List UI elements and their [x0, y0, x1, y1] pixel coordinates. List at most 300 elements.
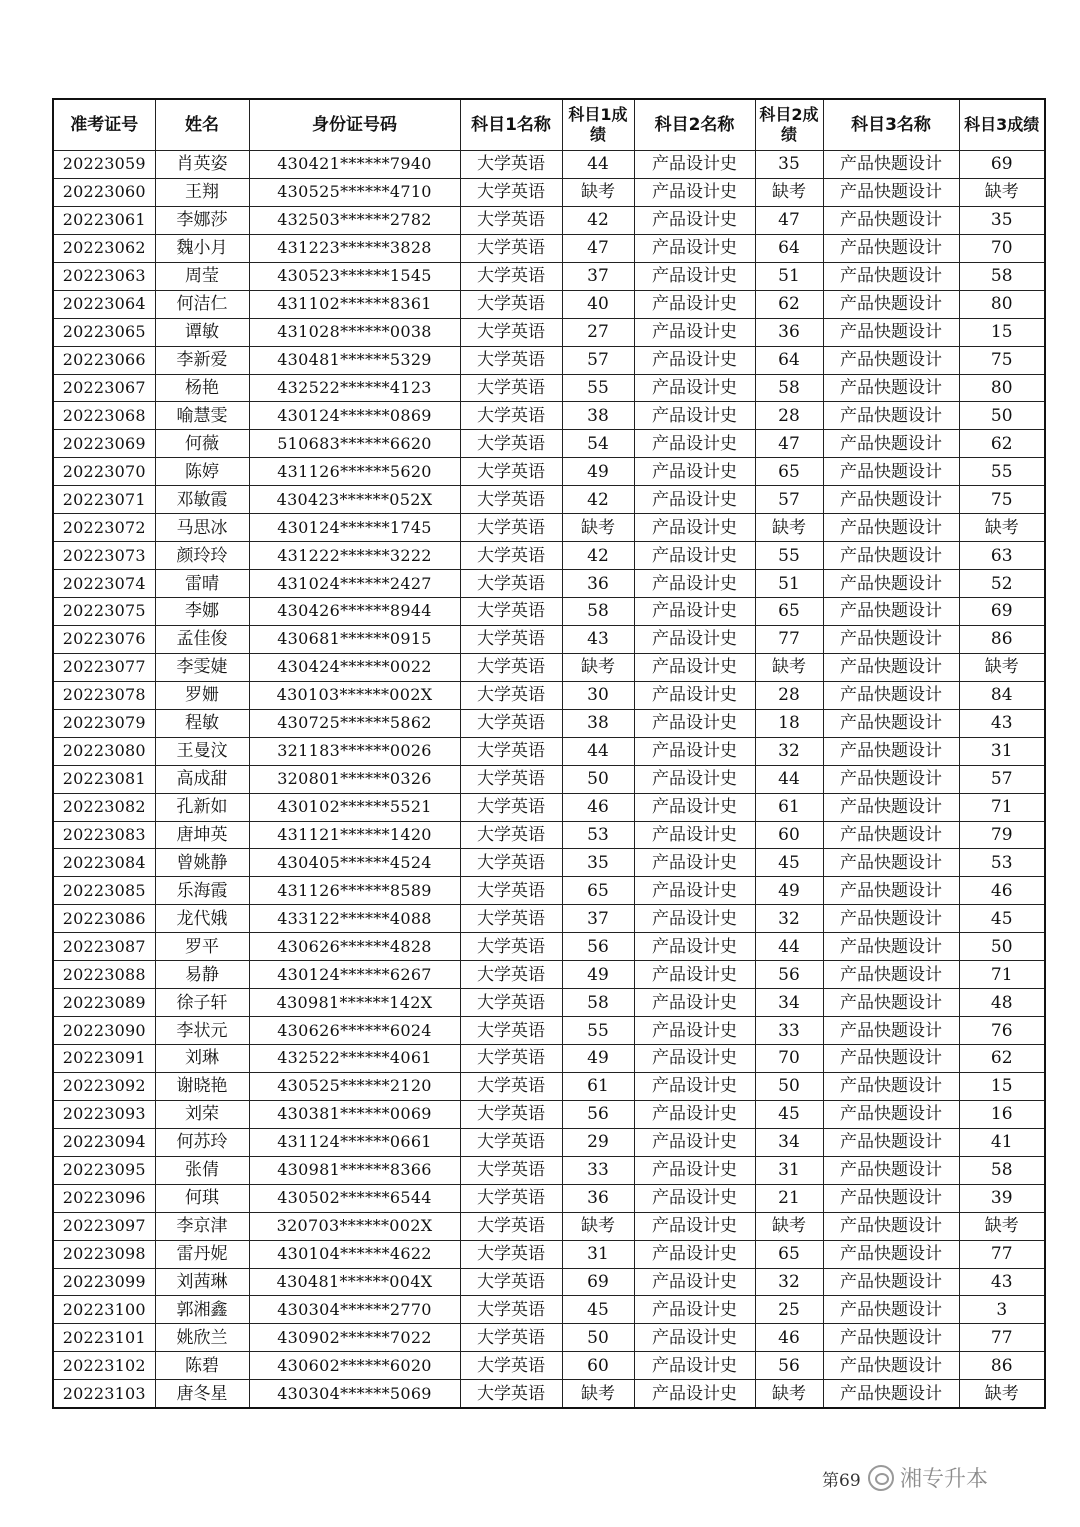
table-row — [53, 905, 1045, 933]
name-cell: 张倩 — [155, 1156, 249, 1184]
subject1-score-cell: 44 — [562, 737, 634, 765]
subject2-name-cell: 产品设计史 — [634, 877, 755, 905]
exam-id-cell: 20223090 — [53, 1017, 155, 1045]
header-cell: 科目1成绩 — [562, 99, 634, 151]
subject3-score-cell: 43 — [959, 1268, 1045, 1296]
subject2-score-cell: 65 — [755, 598, 823, 626]
subject1-score-cell: 31 — [562, 1240, 634, 1268]
subject1-name-cell: 大学英语 — [460, 374, 562, 402]
subject1-name-cell: 大学英语 — [460, 1017, 562, 1045]
subject3-score-cell: 15 — [959, 318, 1045, 346]
subject1-score-cell: 38 — [562, 709, 634, 737]
name-cell: 李娜 — [155, 598, 249, 626]
subject3-name-cell: 产品快题设计 — [823, 681, 959, 709]
subject1-name-cell: 大学英语 — [460, 1212, 562, 1240]
id-number-cell: 430602******6020 — [249, 1352, 460, 1380]
id-number-cell: 320801******0326 — [249, 765, 460, 793]
name-cell: 陈碧 — [155, 1352, 249, 1380]
subject2-name-cell: 产品设计史 — [634, 1017, 755, 1045]
subject2-name-cell: 产品设计史 — [634, 318, 755, 346]
name-cell: 肖英姿 — [155, 151, 249, 179]
subject2-score-cell: 缺考 — [755, 514, 823, 542]
subject2-name-cell: 产品设计史 — [634, 598, 755, 626]
subject1-score-cell: 49 — [562, 961, 634, 989]
subject3-score-cell: 86 — [959, 1352, 1045, 1380]
name-cell: 罗平 — [155, 933, 249, 961]
exam-id-cell: 20223065 — [53, 318, 155, 346]
table-row — [53, 1268, 1045, 1296]
name-cell: 李京津 — [155, 1212, 249, 1240]
subject1-score-cell: 缺考 — [562, 178, 634, 206]
subject1-name-cell: 大学英语 — [460, 486, 562, 514]
subject2-score-cell: 32 — [755, 905, 823, 933]
name-cell: 乐海霞 — [155, 877, 249, 905]
id-number-cell: 430421******7940 — [249, 151, 460, 179]
subject1-score-cell: 60 — [562, 1352, 634, 1380]
subject1-name-cell: 大学英语 — [460, 877, 562, 905]
subject3-name-cell: 产品快题设计 — [823, 1156, 959, 1184]
subject1-name-cell: 大学英语 — [460, 1072, 562, 1100]
subject3-name-cell: 产品快题设计 — [823, 402, 959, 430]
exam-id-cell: 20223060 — [53, 178, 155, 206]
name-cell: 何洁仁 — [155, 290, 249, 318]
subject3-score-cell: 50 — [959, 933, 1045, 961]
subject1-score-cell: 49 — [562, 458, 634, 486]
subject2-score-cell: 65 — [755, 458, 823, 486]
subject2-score-cell: 65 — [755, 1240, 823, 1268]
subject3-name-cell: 产品快题设计 — [823, 318, 959, 346]
table-row — [53, 625, 1045, 653]
subject1-score-cell: 35 — [562, 849, 634, 877]
subject1-name-cell: 大学英语 — [460, 1352, 562, 1380]
subject3-score-cell: 45 — [959, 905, 1045, 933]
subject1-name-cell: 大学英语 — [460, 598, 562, 626]
subject1-score-cell: 69 — [562, 1268, 634, 1296]
subject2-name-cell: 产品设计史 — [634, 1268, 755, 1296]
subject1-name-cell: 大学英语 — [460, 933, 562, 961]
id-number-cell: 431222******3222 — [249, 542, 460, 570]
subject3-name-cell: 产品快题设计 — [823, 765, 959, 793]
subject1-score-cell: 36 — [562, 1184, 634, 1212]
table-row — [53, 1352, 1045, 1380]
table-row — [53, 151, 1045, 179]
exam-id-cell: 20223077 — [53, 653, 155, 681]
subject3-name-cell: 产品快题设计 — [823, 234, 959, 262]
subject3-score-cell: 35 — [959, 206, 1045, 234]
exam-id-cell: 20223099 — [53, 1268, 155, 1296]
subject2-name-cell: 产品设计史 — [634, 570, 755, 598]
subject3-name-cell: 产品快题设计 — [823, 598, 959, 626]
subject3-name-cell: 产品快题设计 — [823, 1324, 959, 1352]
table-row — [53, 849, 1045, 877]
exam-id-cell: 20223059 — [53, 151, 155, 179]
table-row — [53, 961, 1045, 989]
subject3-name-cell: 产品快题设计 — [823, 849, 959, 877]
subject3-score-cell: 缺考 — [959, 653, 1045, 681]
exam-id-cell: 20223064 — [53, 290, 155, 318]
subject2-name-cell: 产品设计史 — [634, 1240, 755, 1268]
exam-id-cell: 20223076 — [53, 625, 155, 653]
exam-id-cell: 20223103 — [53, 1380, 155, 1408]
subject1-score-cell: 42 — [562, 206, 634, 234]
subject1-score-cell: 33 — [562, 1156, 634, 1184]
name-cell: 陈婷 — [155, 458, 249, 486]
id-number-cell: 432522******4061 — [249, 1045, 460, 1073]
subject2-name-cell: 产品设计史 — [634, 1128, 755, 1156]
subject2-name-cell: 产品设计史 — [634, 793, 755, 821]
subject2-name-cell: 产品设计史 — [634, 905, 755, 933]
subject3-name-cell: 产品快题设计 — [823, 793, 959, 821]
subject1-name-cell: 大学英语 — [460, 625, 562, 653]
name-cell: 孔新如 — [155, 793, 249, 821]
subject1-name-cell: 大学英语 — [460, 206, 562, 234]
subject3-name-cell: 产品快题设计 — [823, 178, 959, 206]
table-row — [53, 486, 1045, 514]
name-cell: 魏小月 — [155, 234, 249, 262]
subject1-score-cell: 37 — [562, 262, 634, 290]
table-row — [53, 933, 1045, 961]
subject1-name-cell: 大学英语 — [460, 178, 562, 206]
subject3-score-cell: 缺考 — [959, 1380, 1045, 1408]
name-cell: 谭敏 — [155, 318, 249, 346]
subject2-score-cell: 70 — [755, 1045, 823, 1073]
subject1-score-cell: 47 — [562, 234, 634, 262]
table-row — [53, 1045, 1045, 1073]
subject1-name-cell: 大学英语 — [460, 151, 562, 179]
exam-id-cell: 20223069 — [53, 430, 155, 458]
subject3-score-cell: 53 — [959, 849, 1045, 877]
subject3-score-cell: 缺考 — [959, 514, 1045, 542]
subject2-score-cell: 51 — [755, 262, 823, 290]
id-number-cell: 430481******004X — [249, 1268, 460, 1296]
name-cell: 雷丹妮 — [155, 1240, 249, 1268]
name-cell: 李雯婕 — [155, 653, 249, 681]
subject2-name-cell: 产品设计史 — [634, 1212, 755, 1240]
name-cell: 李新爱 — [155, 346, 249, 374]
subject2-name-cell: 产品设计史 — [634, 1324, 755, 1352]
page-number: 第69 — [822, 1471, 861, 1491]
subject3-name-cell: 产品快题设计 — [823, 542, 959, 570]
subject1-name-cell: 大学英语 — [460, 849, 562, 877]
subject1-name-cell: 大学英语 — [460, 793, 562, 821]
subject3-score-cell: 55 — [959, 458, 1045, 486]
subject2-score-cell: 44 — [755, 765, 823, 793]
subject2-name-cell: 产品设计史 — [634, 653, 755, 681]
name-cell: 龙代娥 — [155, 905, 249, 933]
name-cell: 李状元 — [155, 1017, 249, 1045]
subject1-name-cell: 大学英语 — [460, 430, 562, 458]
name-cell: 唐坤英 — [155, 821, 249, 849]
subject2-score-cell: 62 — [755, 290, 823, 318]
subject2-name-cell: 产品设计史 — [634, 681, 755, 709]
subject2-name-cell: 产品设计史 — [634, 374, 755, 402]
subject1-score-cell: 55 — [562, 1017, 634, 1045]
watermark-text: 湘专升本 — [900, 1467, 989, 1492]
table-row — [53, 430, 1045, 458]
subject3-score-cell: 3 — [959, 1296, 1045, 1324]
subject2-score-cell: 56 — [755, 961, 823, 989]
id-number-cell: 430981******142X — [249, 989, 460, 1017]
id-number-cell: 431024******2427 — [249, 570, 460, 598]
table-row — [53, 1100, 1045, 1128]
subject1-name-cell: 大学英语 — [460, 1100, 562, 1128]
subject2-score-cell: 51 — [755, 570, 823, 598]
name-cell: 曾姚静 — [155, 849, 249, 877]
id-number-cell: 430626******4828 — [249, 933, 460, 961]
id-number-cell: 431126******5620 — [249, 458, 460, 486]
subject3-score-cell: 77 — [959, 1240, 1045, 1268]
subject3-name-cell: 产品快题设计 — [823, 877, 959, 905]
subject1-name-cell: 大学英语 — [460, 514, 562, 542]
exam-id-cell: 20223086 — [53, 905, 155, 933]
name-cell: 郭湘鑫 — [155, 1296, 249, 1324]
subject1-score-cell: 50 — [562, 1324, 634, 1352]
name-cell: 徐子轩 — [155, 989, 249, 1017]
name-cell: 程敏 — [155, 709, 249, 737]
id-number-cell: 430304******5069 — [249, 1380, 460, 1408]
name-cell: 周莹 — [155, 262, 249, 290]
table-row — [53, 374, 1045, 402]
subject3-score-cell: 84 — [959, 681, 1045, 709]
header-cell: 身份证号码 — [249, 99, 460, 151]
subject3-score-cell: 58 — [959, 262, 1045, 290]
exam-id-cell: 20223074 — [53, 570, 155, 598]
id-number-cell: 430525******4710 — [249, 178, 460, 206]
subject3-score-cell: 80 — [959, 290, 1045, 318]
wechat-icon — [868, 1465, 894, 1491]
header-cell: 科目1名称 — [460, 99, 562, 151]
exam-id-cell: 20223098 — [53, 1240, 155, 1268]
subject3-name-cell: 产品快题设计 — [823, 1017, 959, 1045]
subject2-score-cell: 31 — [755, 1156, 823, 1184]
subject2-score-cell: 61 — [755, 793, 823, 821]
subject2-score-cell: 50 — [755, 1072, 823, 1100]
subject1-score-cell: 42 — [562, 542, 634, 570]
subject3-name-cell: 产品快题设计 — [823, 1128, 959, 1156]
table-row — [53, 290, 1045, 318]
header-cell: 科目3名称 — [823, 99, 959, 151]
id-number-cell: 432503******2782 — [249, 206, 460, 234]
subject2-name-cell: 产品设计史 — [634, 765, 755, 793]
exam-id-cell: 20223067 — [53, 374, 155, 402]
name-cell: 谢晓艳 — [155, 1072, 249, 1100]
table-row — [53, 514, 1045, 542]
subject3-score-cell: 16 — [959, 1100, 1045, 1128]
subject1-score-cell: 27 — [562, 318, 634, 346]
name-cell: 刘茜琳 — [155, 1268, 249, 1296]
subject2-name-cell: 产品设计史 — [634, 1296, 755, 1324]
subject1-score-cell: 44 — [562, 151, 634, 179]
subject3-name-cell: 产品快题设计 — [823, 486, 959, 514]
subject1-name-cell: 大学英语 — [460, 542, 562, 570]
id-number-cell: 430525******2120 — [249, 1072, 460, 1100]
name-cell: 邓敏霞 — [155, 486, 249, 514]
subject2-score-cell: 34 — [755, 1128, 823, 1156]
subject2-score-cell: 64 — [755, 234, 823, 262]
subject3-score-cell: 48 — [959, 989, 1045, 1017]
exam-id-cell: 20223089 — [53, 989, 155, 1017]
subject1-score-cell: 53 — [562, 821, 634, 849]
exam-id-cell: 20223087 — [53, 933, 155, 961]
exam-id-cell: 20223061 — [53, 206, 155, 234]
subject3-name-cell: 产品快题设计 — [823, 821, 959, 849]
subject2-score-cell: 28 — [755, 681, 823, 709]
subject2-name-cell: 产品设计史 — [634, 737, 755, 765]
subject1-name-cell: 大学英语 — [460, 905, 562, 933]
subject3-name-cell: 产品快题设计 — [823, 1184, 959, 1212]
subject2-score-cell: 47 — [755, 206, 823, 234]
subject1-name-cell: 大学英语 — [460, 234, 562, 262]
subject1-name-cell: 大学英语 — [460, 346, 562, 374]
subject2-name-cell: 产品设计史 — [634, 1184, 755, 1212]
watermark — [868, 1462, 988, 1493]
subject2-score-cell: 32 — [755, 737, 823, 765]
subject1-name-cell: 大学英语 — [460, 1184, 562, 1212]
subject3-score-cell: 62 — [959, 1045, 1045, 1073]
subject2-name-cell: 产品设计史 — [634, 933, 755, 961]
subject3-score-cell: 75 — [959, 486, 1045, 514]
subject3-score-cell: 71 — [959, 793, 1045, 821]
id-number-cell: 430523******1545 — [249, 262, 460, 290]
name-cell: 马思冰 — [155, 514, 249, 542]
subject3-score-cell: 86 — [959, 625, 1045, 653]
table-row — [53, 458, 1045, 486]
exam-id-cell: 20223093 — [53, 1100, 155, 1128]
subject1-name-cell: 大学英语 — [460, 570, 562, 598]
subject2-score-cell: 21 — [755, 1184, 823, 1212]
subject1-score-cell: 50 — [562, 765, 634, 793]
subject3-score-cell: 75 — [959, 346, 1045, 374]
subject2-name-cell: 产品设计史 — [634, 709, 755, 737]
subject2-score-cell: 缺考 — [755, 1380, 823, 1408]
table-row — [53, 1072, 1045, 1100]
score-sheet — [52, 98, 1044, 1409]
subject2-score-cell: 25 — [755, 1296, 823, 1324]
exam-id-cell: 20223080 — [53, 737, 155, 765]
exam-id-cell: 20223082 — [53, 793, 155, 821]
table-row — [53, 570, 1045, 598]
id-number-cell: 430124******1745 — [249, 514, 460, 542]
subject1-score-cell: 49 — [562, 1045, 634, 1073]
subject1-score-cell: 缺考 — [562, 653, 634, 681]
name-cell: 孟佳俊 — [155, 625, 249, 653]
id-number-cell: 430423******052X — [249, 486, 460, 514]
id-number-cell: 431102******8361 — [249, 290, 460, 318]
id-number-cell: 430725******5862 — [249, 709, 460, 737]
table-row — [53, 542, 1045, 570]
subject1-name-cell: 大学英语 — [460, 989, 562, 1017]
table-row — [53, 681, 1045, 709]
exam-id-cell: 20223072 — [53, 514, 155, 542]
score-table-body — [53, 151, 1045, 1409]
header-cell: 科目2名称 — [634, 99, 755, 151]
subject1-name-cell: 大学英语 — [460, 1128, 562, 1156]
subject3-score-cell: 58 — [959, 1156, 1045, 1184]
name-cell: 刘荣 — [155, 1100, 249, 1128]
id-number-cell: 430124******0869 — [249, 402, 460, 430]
subject3-name-cell: 产品快题设计 — [823, 1380, 959, 1408]
id-number-cell: 430104******4622 — [249, 1240, 460, 1268]
id-number-cell: 430502******6544 — [249, 1184, 460, 1212]
subject2-score-cell: 45 — [755, 849, 823, 877]
id-number-cell: 431124******0661 — [249, 1128, 460, 1156]
header-cell: 科目2成绩 — [755, 99, 823, 151]
subject1-name-cell: 大学英语 — [460, 1240, 562, 1268]
subject3-name-cell: 产品快题设计 — [823, 570, 959, 598]
name-cell: 喻慧雯 — [155, 402, 249, 430]
subject1-score-cell: 45 — [562, 1296, 634, 1324]
subject2-name-cell: 产品设计史 — [634, 178, 755, 206]
name-cell: 李娜莎 — [155, 206, 249, 234]
table-row — [53, 765, 1045, 793]
subject1-name-cell: 大学英语 — [460, 765, 562, 793]
subject3-score-cell: 缺考 — [959, 1212, 1045, 1240]
name-cell: 易静 — [155, 961, 249, 989]
subject2-name-cell: 产品设计史 — [634, 206, 755, 234]
subject1-score-cell: 43 — [562, 625, 634, 653]
id-number-cell: 430381******0069 — [249, 1100, 460, 1128]
subject1-score-cell: 40 — [562, 290, 634, 318]
subject3-name-cell: 产品快题设计 — [823, 933, 959, 961]
exam-id-cell: 20223073 — [53, 542, 155, 570]
subject2-score-cell: 57 — [755, 486, 823, 514]
name-cell: 高成甜 — [155, 765, 249, 793]
id-number-cell: 321183******0026 — [249, 737, 460, 765]
subject1-score-cell: 缺考 — [562, 514, 634, 542]
table-row — [53, 653, 1045, 681]
subject2-name-cell: 产品设计史 — [634, 1156, 755, 1184]
subject3-name-cell: 产品快题设计 — [823, 346, 959, 374]
subject2-name-cell: 产品设计史 — [634, 989, 755, 1017]
subject3-score-cell: 79 — [959, 821, 1045, 849]
subject3-score-cell: 41 — [959, 1128, 1045, 1156]
subject3-name-cell: 产品快题设计 — [823, 989, 959, 1017]
id-number-cell: 431121******1420 — [249, 821, 460, 849]
subject1-name-cell: 大学英语 — [460, 1156, 562, 1184]
subject3-score-cell: 缺考 — [959, 178, 1045, 206]
subject2-name-cell: 产品设计史 — [634, 151, 755, 179]
id-number-cell: 430626******6024 — [249, 1017, 460, 1045]
subject2-name-cell: 产品设计史 — [634, 625, 755, 653]
subject1-name-cell: 大学英语 — [460, 961, 562, 989]
exam-id-cell: 20223100 — [53, 1296, 155, 1324]
id-number-cell: 433122******4088 — [249, 905, 460, 933]
subject2-score-cell: 32 — [755, 1268, 823, 1296]
name-cell: 雷晴 — [155, 570, 249, 598]
table-row — [53, 1017, 1045, 1045]
subject3-name-cell: 产品快题设计 — [823, 653, 959, 681]
subject3-name-cell: 产品快题设计 — [823, 905, 959, 933]
id-number-cell: 432522******4123 — [249, 374, 460, 402]
table-row — [53, 178, 1045, 206]
subject1-name-cell: 大学英语 — [460, 737, 562, 765]
table-row — [53, 989, 1045, 1017]
name-cell: 何苏玲 — [155, 1128, 249, 1156]
subject3-name-cell: 产品快题设计 — [823, 1072, 959, 1100]
exam-id-cell: 20223079 — [53, 709, 155, 737]
subject3-name-cell: 产品快题设计 — [823, 430, 959, 458]
subject3-name-cell: 产品快题设计 — [823, 1240, 959, 1268]
id-number-cell: 510683******6620 — [249, 430, 460, 458]
subject3-score-cell: 46 — [959, 877, 1045, 905]
subject3-name-cell: 产品快题设计 — [823, 458, 959, 486]
subject1-score-cell: 61 — [562, 1072, 634, 1100]
subject1-score-cell: 56 — [562, 1100, 634, 1128]
subject3-name-cell: 产品快题设计 — [823, 737, 959, 765]
exam-id-cell: 20223068 — [53, 402, 155, 430]
subject1-name-cell: 大学英语 — [460, 1380, 562, 1408]
subject3-score-cell: 63 — [959, 542, 1045, 570]
